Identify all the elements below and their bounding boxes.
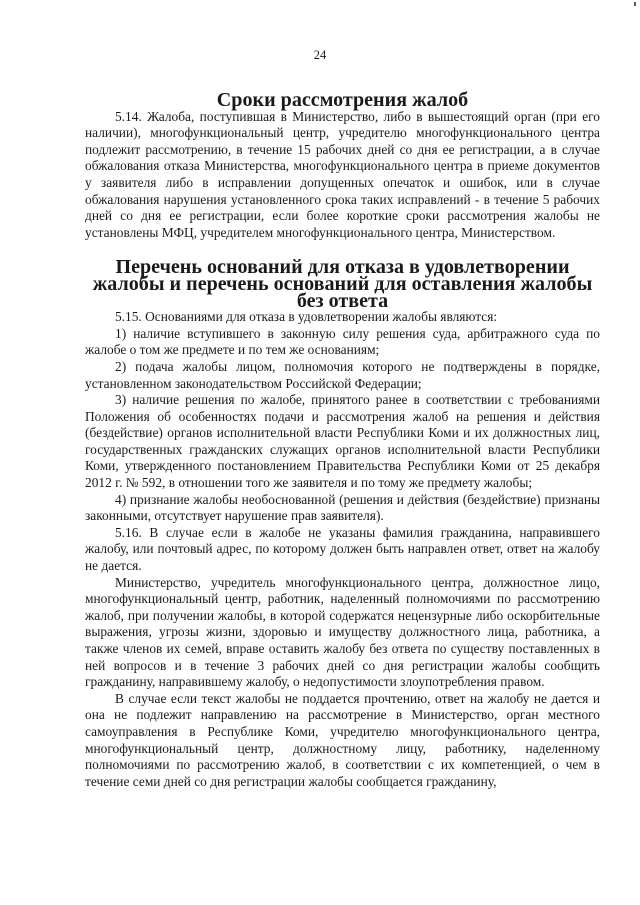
document-body — [85, 89, 600, 790]
paragraph-unreadable-complaint: В случае если текст жалобы не поддается прочтению, ответ на жалобу не дается и она не подлежит направлению на рассмотрение в Министерство, орган местного самоуправления в Республике Коми, учредителю многофункционального центра, многофункциональный центр, должностному лицу, работнику, наделенному полномочиями по рассмотрению жалоб, в соответствии с их компетенцией, о чем в течение семи дней со дня регистрации жалобы сообщается гражданину, — [85, 690, 600, 789]
list-item-1: 1) наличие вступившего в законную силу решения суда, арбитражного суда по жалобе о том же предмете и по тем же основаниям; — [85, 325, 600, 358]
paragraph-5-15: 5.15. Основаниями для отказа в удовлетворении жалобы являются: — [115, 309, 498, 325]
scan-edge-mark — [634, 2, 636, 6]
paragraph-abusive-complaint: Министерство, учредитель многофункционального центра, должностное лицо, многофункциональный центр, работник, наделенный полномочиями по рассмотрению жалоб, при получении жалобы, в которой содержатся нецензурные либо оскорбительные выражения, угрозы жизни, здоровью и имуществу должностного лица, работника, а также членов их семей, вправе оставить жалобу без ответа по существу поставленных в ней вопросов и в течение 3 рабочих дней со дня регистрации жалобы сообщить гражданину, направившему жалобу, о недопустимости злоупотребления правом. — [85, 574, 600, 690]
paragraph-5-16: 5.16. В случае если в жалобе не указаны фамилия гражданина, направившего жалобу, или почтовый адрес, по которому должен быть направлен ответ, ответ на жалобу не дается. — [85, 524, 600, 574]
section-heading-refusal-grounds: Перечень оснований для отказа в удовлетворении жалобы и перечень оснований для оставления жалобы без ответа — [92, 256, 593, 312]
page-number: 24 — [313, 48, 327, 62]
list-item-4: 4) признание жалобы необоснованной (решения и действия (бездействие) признаны законными, отсутствует нарушение прав заявителя). — [85, 491, 600, 524]
paragraph-5-14: 5.14. Жалоба, поступившая в Министерство, либо в вышестоящий орган (при его наличии), многофункциональный центр, учредителю многофункционального центра подлежит рассмотрению, в течение 15 рабочих дней со дня ее регистрации, а в случае обжалования отказа Министерства, многофункционального центра в приеме документов у заявителя либо в исправлении допущенных опечаток и ошибок, или в случае обжалования нарушения установленного срока таких исправлений - в течение 5 рабочих дней со дня ее регистрации, если более короткие сроки рассмотрения жалобы не установлены МФЦ, учредителем многофункционального центра, Министерством. — [85, 108, 600, 240]
list-item-2: 2) подача жалобы лицом, полномочия которого не подтверждены в порядке, установленном законодательством Российской Федерации; — [85, 358, 600, 391]
section-heading-review-terms: Сроки рассмотрения жалоб — [216, 89, 469, 111]
list-item-3: 3) наличие решения по жалобе, принятого ранее в соответствии с требованиями Положения об особенностях подачи и рассмотрения жалоб на решения и действия (бездействие) органов исполнительной власти Республики Коми и их должностных лиц, государственных гражданских служащих органов исполнительной власти Республики Коми, утвержденного постановлением Правительства Республики Коми от 25 декабря 2012 г. № 592, в отношении того же заявителя и по тому же предмету жалобы; — [85, 392, 600, 491]
